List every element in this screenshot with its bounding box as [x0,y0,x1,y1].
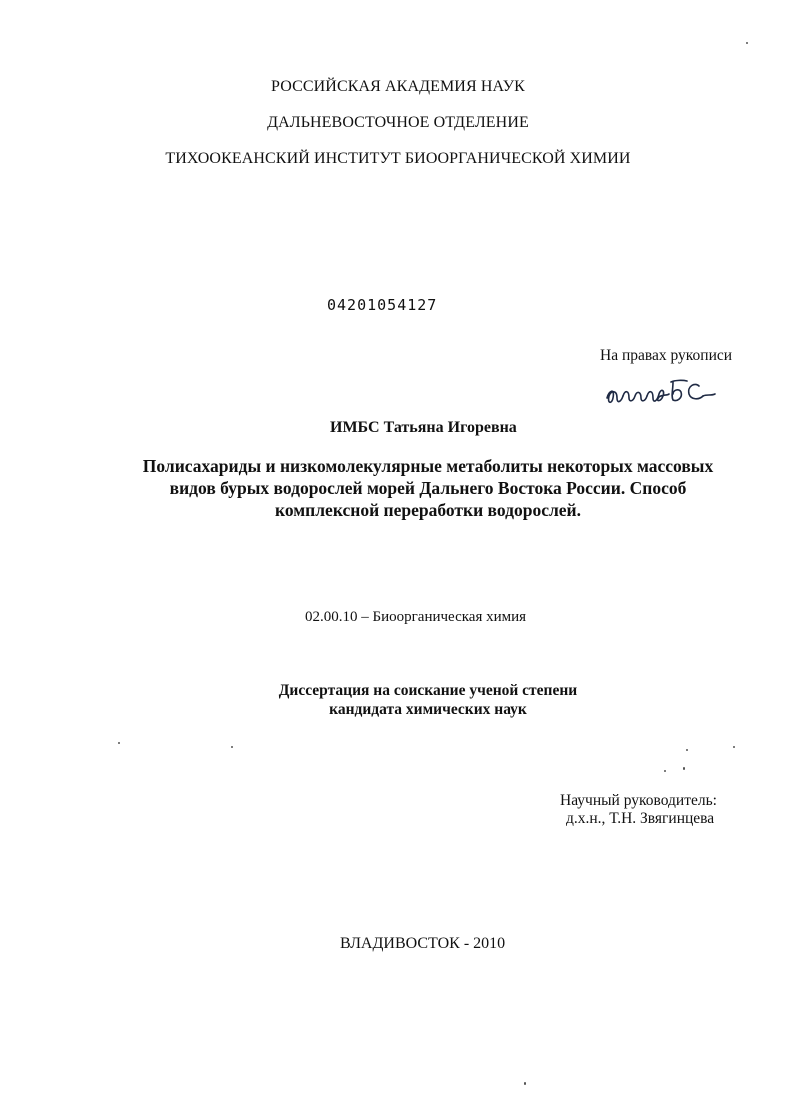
scan-speck [118,742,120,744]
degree-statement [260,681,596,719]
author-name: ИМБС Татьяна Игоревна [330,419,517,436]
scan-speck [683,767,685,770]
title-line-1: Полисахариды и низкомолекулярные метаболиты некоторых массовых [142,456,714,476]
supervisor-block [560,792,760,828]
specialty: 02.00.10 – Биоорганическая химия [305,609,527,625]
city-year: ВЛАДИВОСТОК - 2010 [340,935,506,952]
degree-line-1: Диссертация на соискание ученой степени [278,682,578,699]
scan-speck [746,42,748,44]
scan-speck [524,1082,526,1085]
dissertation-title [108,455,748,521]
title-line-3: комплексной переработки водорослей. [274,500,582,520]
registration-number: 04201054127 [327,296,438,314]
scan-speck [733,746,735,748]
scan-speck [231,746,233,748]
scan-speck [664,770,666,772]
institute-name: ТИХООКЕАНСКИЙ ИНСТИТУТ БИООРГАНИЧЕСКОЙ ХИМИИ [165,150,631,167]
title-line-2: видов бурых водорослей морей Дальнего Востока России. Способ [169,478,687,498]
supervisor-name: д.х.н., Т.Н. Звягинцева [566,810,715,827]
supervisor-label: Научный руководитель: [560,792,717,809]
signature [603,372,723,412]
scan-speck [686,749,688,751]
academy-name: РОССИЙСКАЯ АКАДЕМИЯ НАУК [271,78,525,95]
manuscript-rights: На правах рукописи [600,347,733,364]
branch-name: ДАЛЬНЕВОСТОЧНОЕ ОТДЕЛЕНИЕ [267,114,529,131]
degree-line-2: кандидата химических наук [329,701,527,718]
